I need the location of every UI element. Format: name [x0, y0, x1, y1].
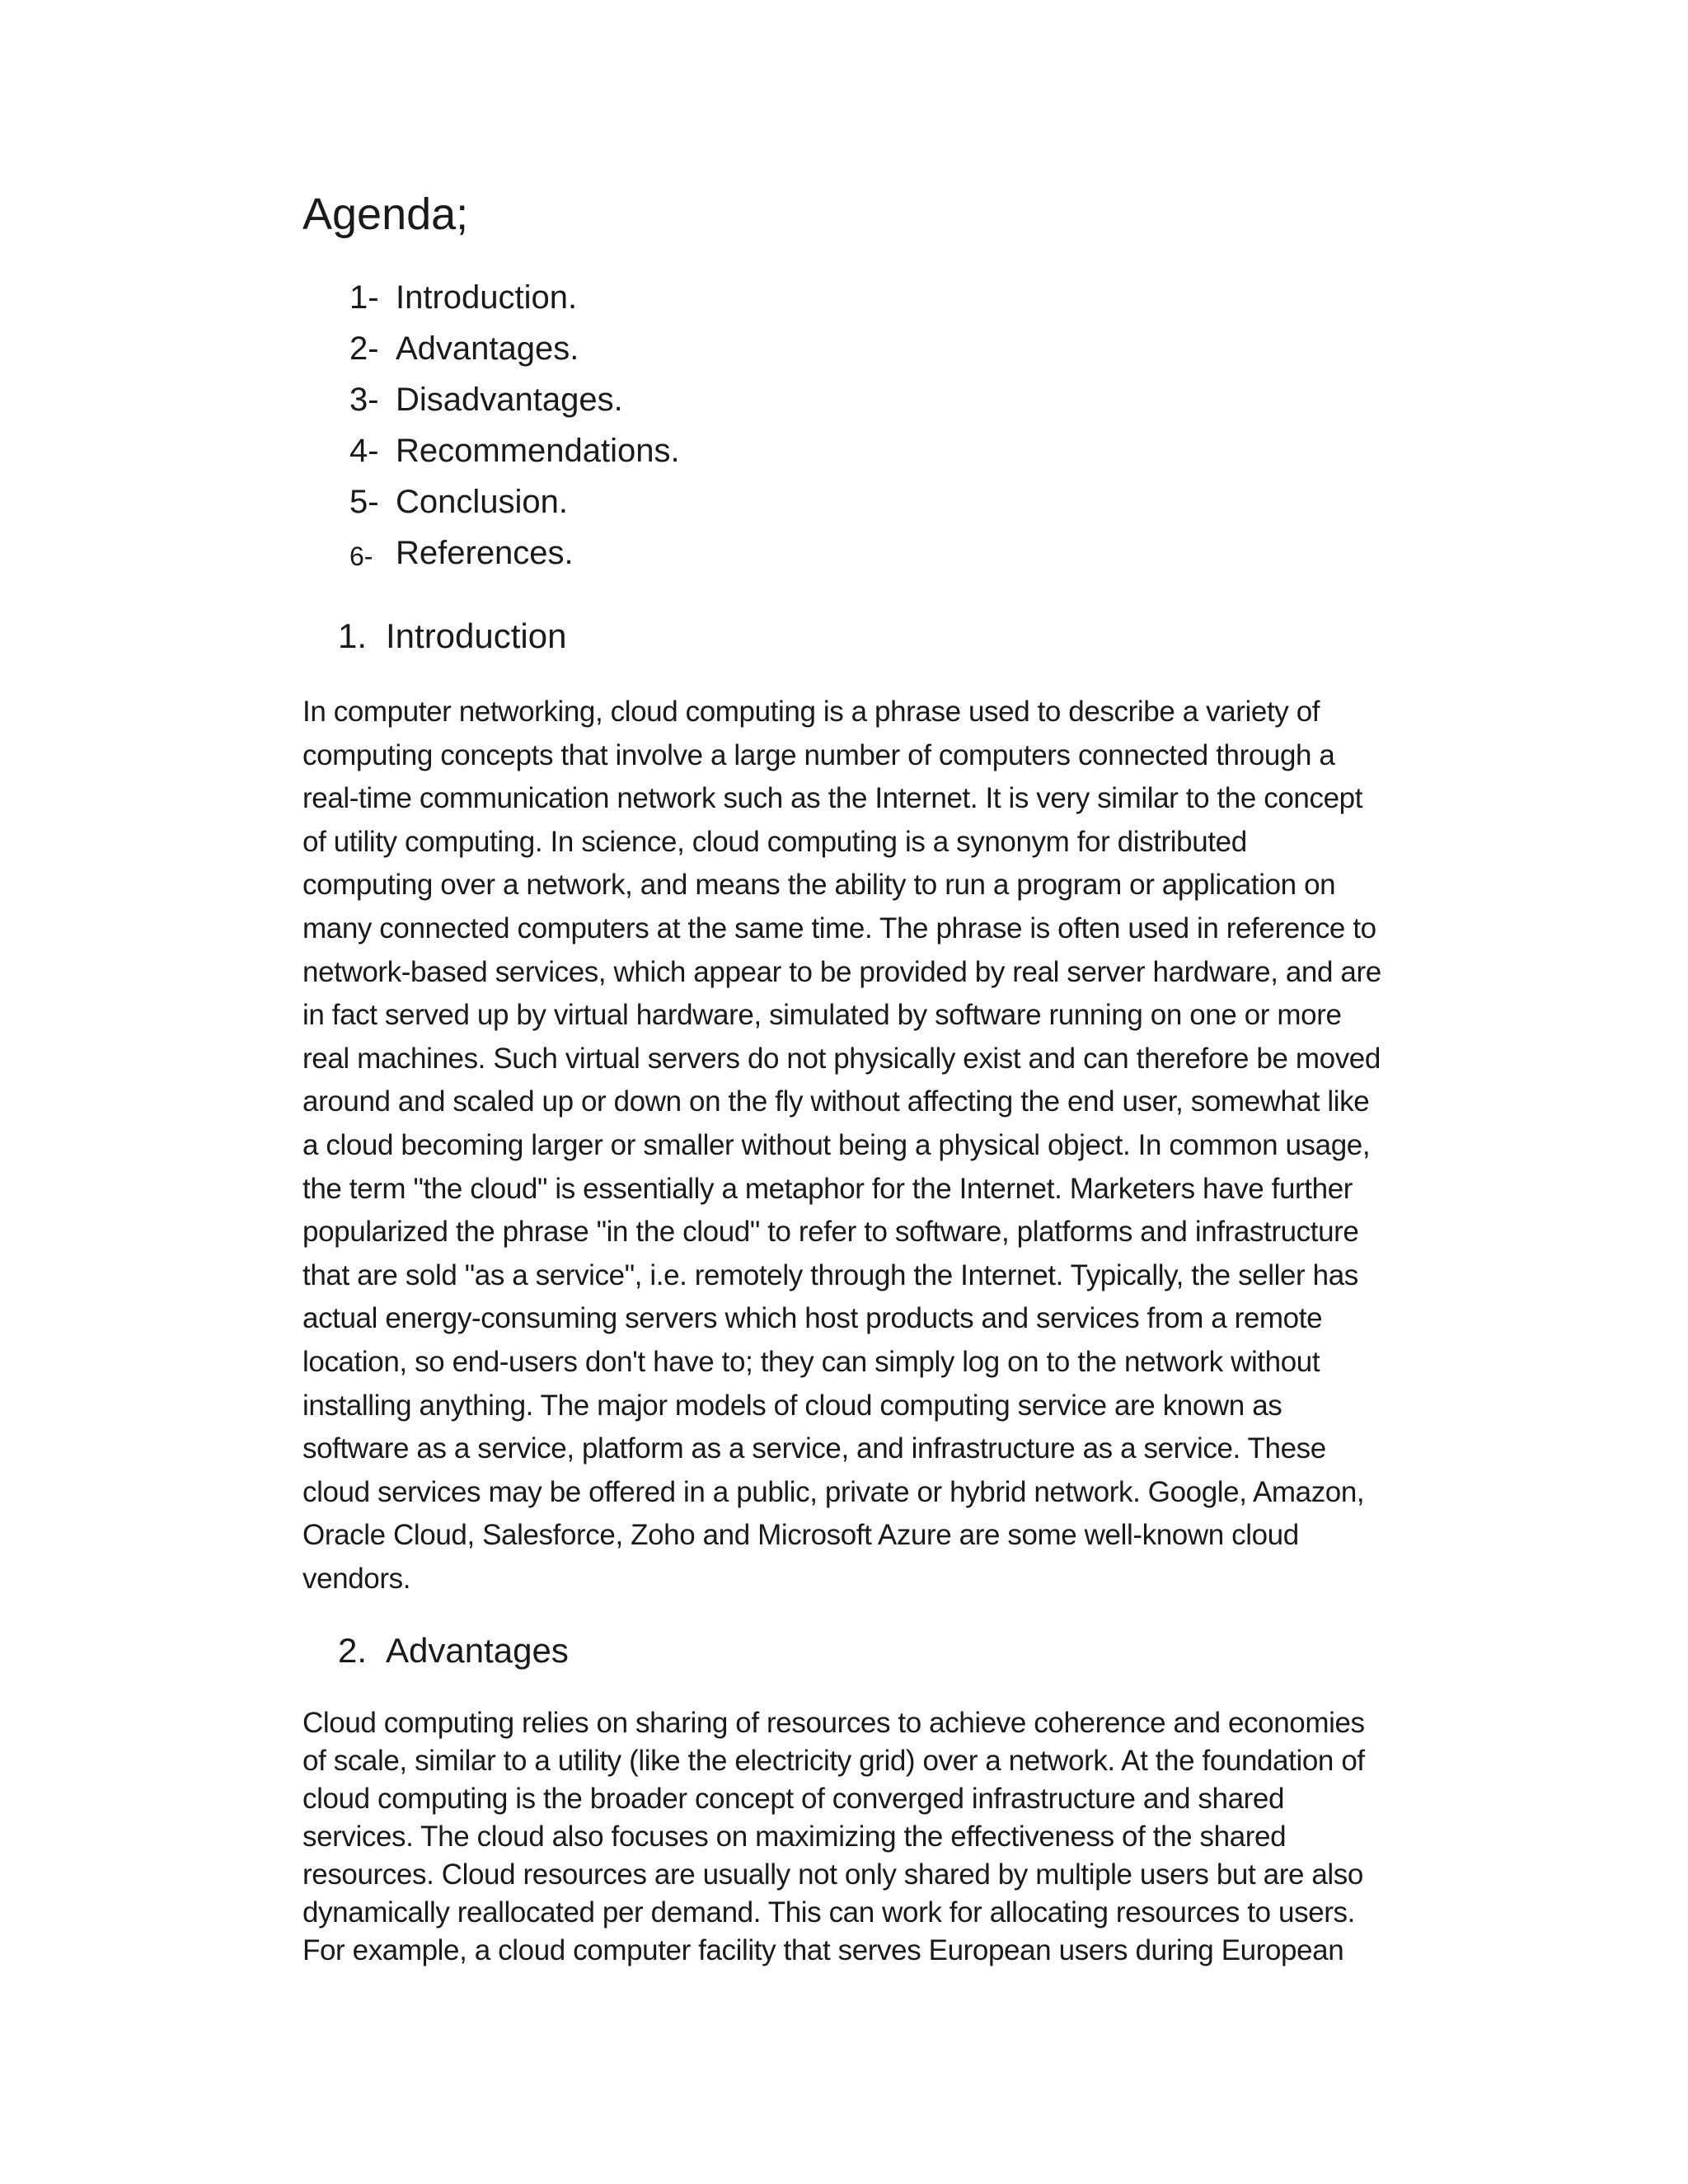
advantages-paragraph: Cloud computing relies on sharing of resources to achieve coherence and economies of scale, similar to a utility (like the electricity grid) over a network. At the foundation of cloud computing is the broader concept of converged infrastructure and shared services. The cloud also focuses on maximizing the effectiveness of the shared resources. Cloud resources are usually not only shared by multiple users but are also dynamically reallocated per demand. This can work for allocating resources to users. For example, a cloud computer facility that serves European users during European	[302, 1707, 1365, 1966]
agenda-item	[0, 323, 1688, 374]
agenda-item-label: Conclusion.	[396, 484, 569, 520]
agenda-item-label: Recommendations.	[396, 433, 680, 469]
agenda-item-number: 5-	[349, 484, 379, 520]
agenda-item-label: References.	[396, 535, 574, 571]
agenda-item-number: 1-	[349, 279, 379, 316]
agenda-item-number: 4-	[349, 433, 379, 469]
agenda-title: Agenda;	[302, 190, 469, 239]
agenda-item-number: 6-	[349, 541, 373, 571]
agenda-item-label: Disadvantages.	[396, 382, 623, 418]
agenda-item-number: 2-	[349, 330, 379, 367]
section-title: Advantages	[386, 1631, 569, 1670]
section-number: 1.	[338, 616, 368, 655]
agenda-item-label: Advantages.	[396, 330, 579, 367]
agenda-item	[0, 425, 1688, 476]
section-title: Introduction	[386, 616, 567, 655]
section-number: 2.	[338, 1631, 368, 1670]
agenda-item	[0, 374, 1688, 425]
agenda-item	[0, 527, 1688, 579]
agenda-item	[0, 476, 1688, 527]
agenda-item-label: Introduction.	[396, 279, 578, 316]
agenda-item	[0, 272, 1688, 323]
agenda-item-number: 3-	[349, 382, 379, 418]
introduction-paragraph: In computer networking, cloud computing is a phrase used to describe a variety of computing concepts that involve a large number of computers connected through a real-time communication network such as the Internet. It is very similar to the concept of utility computing. In science, cloud computing is a synonym for distributed computing over a network, and means the ability to run a program or application on many connected computers at the same time. The phrase is often used in reference to network-based services, which appear to be provided by real server hardware, and are in fact served up by virtual hardware, simulated by software running on one or more real machines. Such virtual servers do not physically exist and can therefore be moved around and scaled up or down on the fly without affecting the end user, somewhat like a cloud becoming larger or smaller without being a physical object. In common usage, the term "the cloud" is essentially a metaphor for the Internet. Marketers have further popularized the phrase "in the cloud" to refer to software, platforms and infrastructure that are sold "as a service", i.e. remotely through the Internet. Typically, the seller has actual energy-consuming servers which host products and services from a remote location, so end-users don't have to; they can simply log on to the network without installing anything. The major models of cloud computing service are known as software as a service, platform as a service, and infrastructure as a service. These cloud services may be offered in a public, private or hybrid network. Google, Amazon, Oracle Cloud, Salesforce, Zoho and Microsoft Azure are some well-known cloud vendors.	[302, 696, 1381, 1595]
agenda-list	[0, 272, 1688, 579]
